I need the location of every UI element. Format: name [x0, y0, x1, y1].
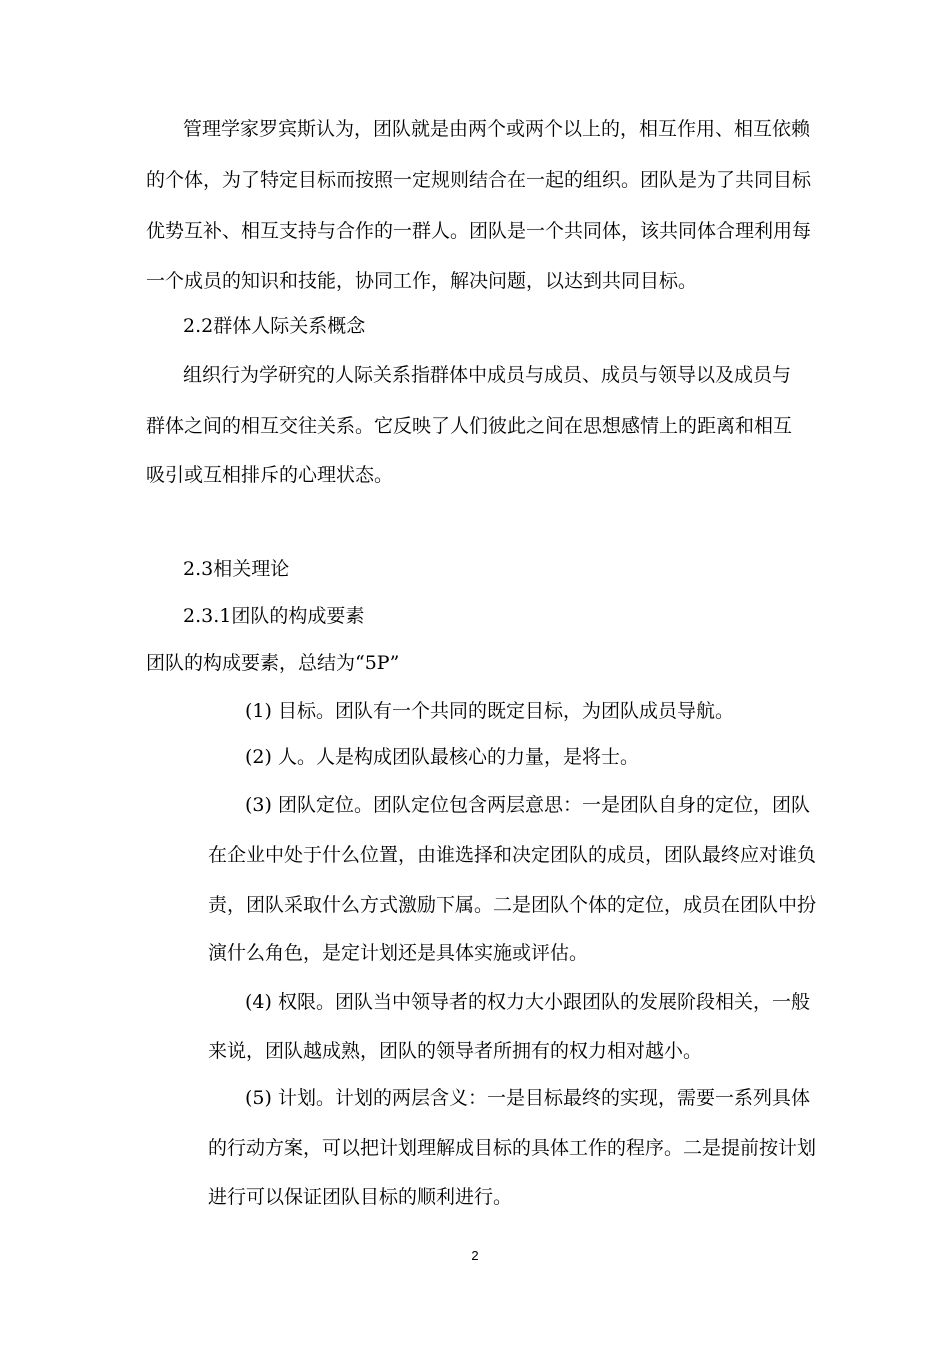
list-item-continuation: 在企业中处于什么位置，由谁选择和决定团队的成员，团队最终应对谁负 [208, 844, 817, 866]
list-item: (3) 团队定位。团队定位包含两层意思：一是团队自身的定位，团队 [245, 794, 810, 816]
text-line: 组织行为学研究的人际关系指群体中成员与成员、成员与领导以及成员与 [183, 364, 792, 386]
section-heading: 2.2群体人际关系概念 [183, 315, 366, 337]
text-line: 团队的构成要素，总结为“5P” [146, 652, 400, 674]
list-item-continuation: 来说，团队越成熟，团队的领导者所拥有的权力相对越小。 [208, 1040, 703, 1062]
text-line: 吸引或互相排斥的心理状态。 [146, 464, 394, 486]
section-heading: 2.3相关理论 [183, 558, 290, 580]
text-line: 管理学家罗宾斯认为，团队就是由两个或两个以上的，相互作用、相互依赖 [183, 118, 811, 140]
list-item: (1) 目标。团队有一个共同的既定目标，为团队成员导航。 [245, 700, 734, 722]
list-item-continuation: 责，团队采取什么方式激励下属。二是团队个体的定位，成员在团队中扮 [208, 894, 817, 916]
subsection-heading: 2.3.1团队的构成要素 [183, 605, 365, 627]
list-item: (5) 计划。计划的两层含义：一是目标最终的实现，需要一系列具体 [245, 1087, 810, 1109]
text-line: 一个成员的知识和技能，协同工作，解决问题，以达到共同目标。 [146, 270, 698, 292]
list-item-continuation: 的行动方案，可以把计划理解成目标的具体工作的程序。二是提前按计划 [208, 1137, 817, 1159]
list-item: (4) 权限。团队当中领导者的权力大小跟团队的发展阶段相关，一般 [245, 991, 810, 1013]
text-line: 群体之间的相互交往关系。它反映了人们彼此之间在思想感情上的距离和相互 [146, 415, 793, 437]
list-item-continuation: 进行可以保证团队目标的顺利进行。 [208, 1186, 513, 1208]
text-line: 的个体，为了特定目标而按照一定规则结合在一起的组织。团队是为了共同目标 [146, 169, 812, 191]
page-number: 2 [471, 1248, 479, 1263]
text-line: 优势互补、相互支持与合作的一群人。团队是一个共同体，该共同体合理利用每 [146, 220, 812, 242]
list-item: (2) 人。人是构成团队最核心的力量，是将士。 [245, 746, 639, 768]
list-item-continuation: 演什么角色，是定计划还是具体实施或评估。 [208, 942, 589, 964]
